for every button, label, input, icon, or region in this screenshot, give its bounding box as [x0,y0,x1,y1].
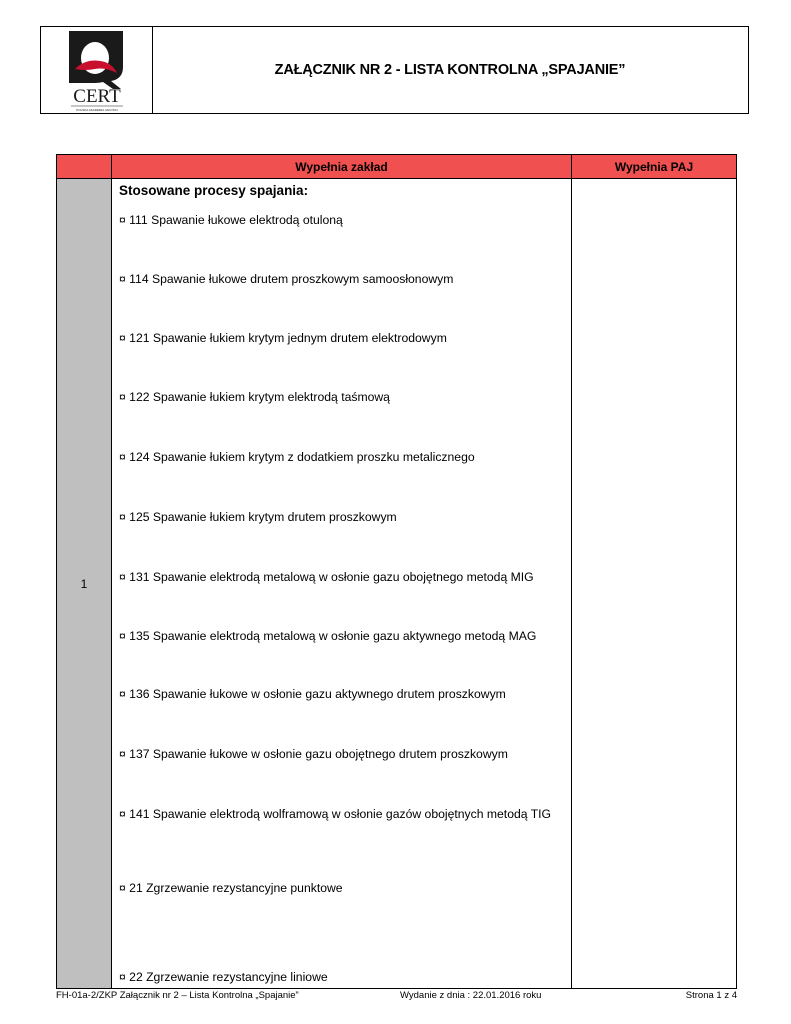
document-title: ZAŁĄCZNIK NR 2 - LISTA KONTROLNA „SPAJANIE” [274,62,626,78]
footer-page-number: Strona 1 z 4 [685,990,737,1001]
process-item[interactable]: ¤ 131 Spawanie elektrodą metalową w osłonie gazu obojętnego metodą MIG [119,570,534,584]
process-item[interactable]: ¤ 121 Spawanie łukiem krytym jednym drutem elektrodowym [119,331,447,345]
process-item[interactable]: ¤ 114 Spawanie łukowe drutem proszkowym samoosłonowym [119,272,454,286]
qcert-logo [65,29,129,113]
process-item[interactable]: ¤ 21 Zgrzewanie rezystancyjne punktowe [119,881,343,895]
footer-document-id: FH-01a-2/ZKP Załącznik nr 2 – Lista Kontrolna „Spajanie” [56,990,299,1001]
process-item[interactable]: ¤ 124 Spawanie łukiem krytym z dodatkiem proszku metalicznego [119,450,475,464]
page-footer [56,990,737,1004]
checklist-table [56,154,737,989]
process-item[interactable]: ¤ 111 Spawanie łukowe elektrodą otuloną [119,213,343,227]
table-header-row [57,155,736,179]
header-number-cell [57,155,112,178]
process-item[interactable]: ¤ 125 Spawanie łukiem krytym drutem proszkowym [119,510,397,524]
row-number-cell [57,179,112,988]
process-item[interactable]: ¤ 122 Spawanie łukiem krytym elektrodą taśmową [119,390,390,404]
logo-tagline: POLSKA AKADEMIA JAKOŚCI [76,108,118,112]
header-wypelnia-paj: Wypełnia PAJ [614,159,694,174]
footer-issue-date: Wydanie z dnia : 22.01.2016 roku [400,990,542,1001]
document-header [40,26,749,114]
process-item[interactable]: ¤ 136 Spawanie łukowe w osłonie gazu aktywnego drutem proszkowym [119,687,506,701]
row-number: 1 [80,576,88,591]
logo-text: CERT [73,86,121,107]
process-item[interactable]: ¤ 22 Zgrzewanie rezystancyjne liniowe [119,970,328,984]
paj-cell[interactable] [571,179,572,988]
section-title: Stosowane procesy spajania: [119,183,309,198]
process-item[interactable]: ¤ 137 Spawanie łukowe w osłonie gazu obojętnego drutem proszkowym [119,747,508,761]
process-item[interactable]: ¤ 135 Spawanie elektrodą metalową w osłonie gazu aktywnego metodą MAG [119,629,537,643]
process-item[interactable]: ¤ 141 Spawanie elektrodą wolframową w osłonie gazów obojętnych metodą TIG [119,807,552,821]
logo-cell [41,27,153,113]
header-wypelnia-zaklad: Wypełnia zakład [112,155,572,178]
